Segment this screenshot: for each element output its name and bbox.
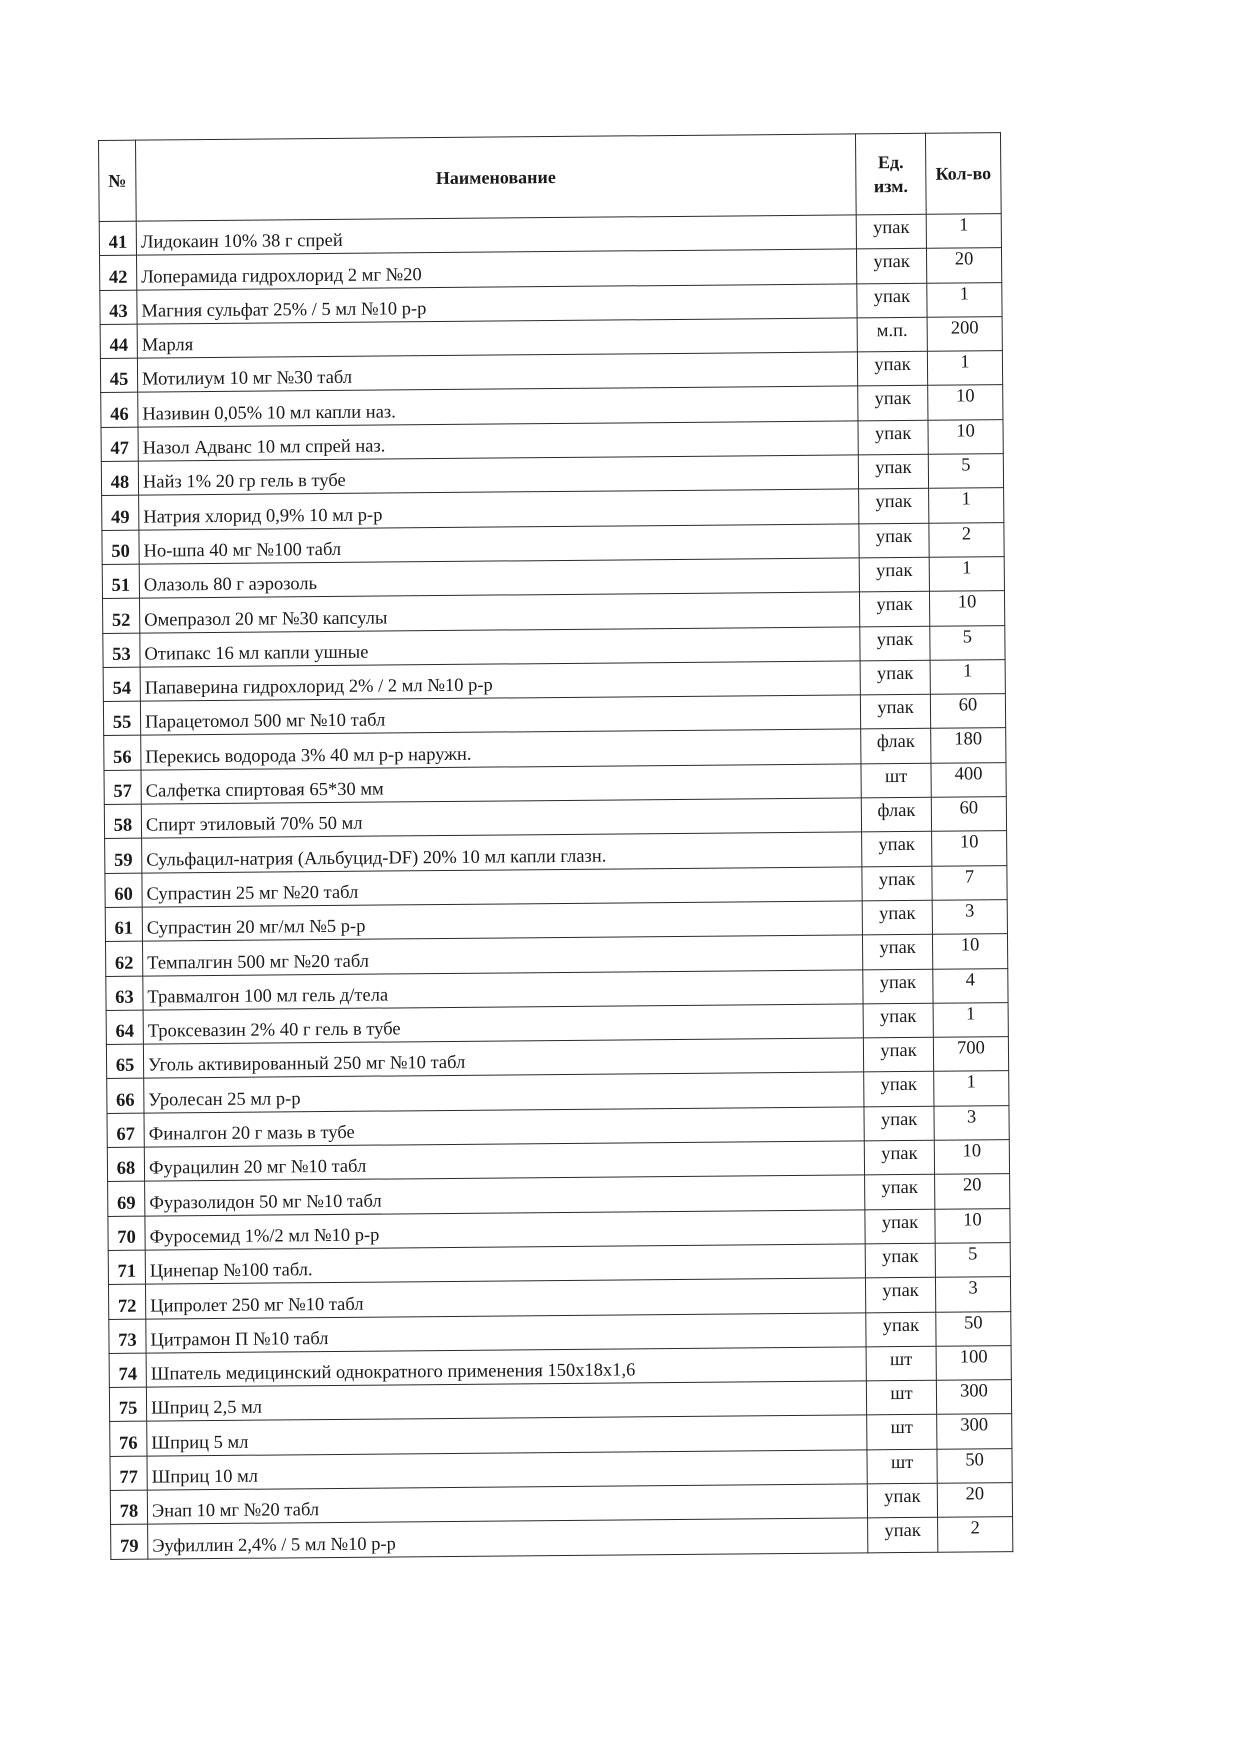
unit-of-measure: упак bbox=[865, 1209, 935, 1244]
unit-of-measure: м.п. bbox=[857, 317, 927, 352]
row-number: 62 bbox=[105, 941, 142, 976]
quantity: 1 bbox=[926, 214, 1001, 249]
item-name: Олазоль 80 г аэрозоль bbox=[139, 558, 859, 599]
medication-table bbox=[98, 132, 1013, 1559]
unit-of-measure: упак bbox=[865, 1175, 935, 1210]
quantity: 5 bbox=[930, 625, 1005, 660]
quantity: 5 bbox=[928, 454, 1003, 489]
unit-of-measure: упак bbox=[865, 1243, 935, 1278]
item-name: Темпалгин 500 мг №20 табл bbox=[142, 935, 862, 976]
row-number: 44 bbox=[100, 324, 137, 359]
item-name: Но-шпа 40 мг №100 табл bbox=[139, 524, 859, 565]
row-number: 68 bbox=[107, 1147, 144, 1182]
quantity: 10 bbox=[934, 1140, 1009, 1175]
item-name: Шприц 10 мл bbox=[147, 1450, 867, 1491]
unit-of-measure: упак bbox=[864, 1106, 934, 1141]
row-number: 79 bbox=[111, 1524, 148, 1559]
unit-of-measure: шт bbox=[867, 1449, 937, 1484]
row-number: 52 bbox=[103, 598, 140, 633]
row-number: 65 bbox=[106, 1044, 143, 1079]
unit-of-measure: упак bbox=[863, 969, 933, 1004]
row-number: 75 bbox=[109, 1387, 146, 1422]
row-number: 55 bbox=[103, 701, 140, 736]
item-name: Шприц 5 мл bbox=[147, 1415, 867, 1456]
item-name: Спирт этиловый 70% 50 мл bbox=[141, 798, 861, 839]
unit-of-measure: упак bbox=[858, 454, 928, 489]
quantity: 10 bbox=[932, 831, 1007, 866]
quantity: 3 bbox=[935, 1277, 1010, 1312]
unit-of-measure: упак bbox=[859, 523, 929, 558]
header-row bbox=[99, 133, 1002, 222]
row-number: 67 bbox=[107, 1113, 144, 1148]
table-row bbox=[111, 1517, 1013, 1559]
item-name: Натрия хлорид 0,9% 10 мл р-р bbox=[139, 489, 859, 530]
item-name: Магния сульфат 25% / 5 мл №10 р-р bbox=[137, 283, 857, 324]
quantity: 4 bbox=[933, 968, 1008, 1003]
row-number: 48 bbox=[101, 461, 138, 496]
row-number: 58 bbox=[104, 804, 141, 839]
row-number: 42 bbox=[100, 255, 137, 290]
item-name: Ципролет 250 мг №10 табл bbox=[145, 1278, 865, 1319]
item-name: Цитрамон П №10 табл bbox=[146, 1312, 866, 1353]
row-number: 76 bbox=[110, 1422, 147, 1457]
quantity: 10 bbox=[935, 1208, 1010, 1243]
quantity: 300 bbox=[937, 1414, 1012, 1449]
row-number: 43 bbox=[100, 290, 137, 325]
row-number: 46 bbox=[101, 393, 138, 428]
quantity: 180 bbox=[931, 728, 1006, 763]
unit-of-measure: упак bbox=[858, 386, 928, 421]
row-number: 50 bbox=[102, 530, 139, 565]
item-name: Найз 1% 20 гр гель в тубе bbox=[138, 455, 858, 496]
item-name: Цинепар №100 табл. bbox=[145, 1244, 865, 1285]
unit-of-measure: упак bbox=[862, 900, 932, 935]
item-name: Омепразол 20 мг №30 капсулы bbox=[140, 592, 860, 633]
quantity: 10 bbox=[928, 385, 1003, 420]
row-number: 54 bbox=[103, 667, 140, 702]
item-name: Називин 0,05% 10 мл капли наз. bbox=[138, 386, 858, 427]
row-number: 47 bbox=[101, 427, 138, 462]
unit-of-measure: упак bbox=[864, 1140, 934, 1175]
item-name: Парацетомол 500 мг №10 табл bbox=[140, 695, 860, 736]
quantity: 10 bbox=[929, 591, 1004, 626]
unit-of-measure: упак bbox=[866, 1312, 936, 1347]
quantity: 10 bbox=[932, 934, 1007, 969]
quantity: 3 bbox=[934, 1105, 1009, 1140]
unit-of-measure: упак bbox=[856, 214, 926, 249]
quantity: 20 bbox=[926, 248, 1001, 283]
row-number: 64 bbox=[106, 1010, 143, 1045]
header-name: Наименование bbox=[136, 134, 857, 221]
item-name: Мотилиум 10 мг №30 табл bbox=[137, 352, 857, 393]
row-number: 70 bbox=[108, 1216, 145, 1251]
quantity: 20 bbox=[937, 1483, 1012, 1518]
quantity: 5 bbox=[935, 1242, 1010, 1277]
quantity: 700 bbox=[933, 1037, 1008, 1072]
row-number: 78 bbox=[110, 1490, 147, 1525]
unit-of-measure: флак bbox=[861, 729, 931, 764]
unit-of-measure: упак bbox=[859, 557, 929, 592]
item-name: Супрастин 20 мг/мл №5 р-р bbox=[142, 901, 862, 942]
quantity: 2 bbox=[938, 1517, 1013, 1552]
quantity: 60 bbox=[930, 694, 1005, 729]
quantity: 50 bbox=[937, 1448, 1012, 1483]
row-number: 41 bbox=[99, 221, 136, 256]
quantity: 400 bbox=[931, 762, 1006, 797]
table-body bbox=[99, 214, 1013, 1559]
unit-of-measure: упак bbox=[864, 1072, 934, 1107]
quantity: 1 bbox=[934, 1071, 1009, 1106]
quantity: 1 bbox=[933, 1002, 1008, 1037]
item-name: Эуфиллин 2,4% / 5 мл №10 р-р bbox=[148, 1518, 868, 1559]
item-name: Троксевазин 2% 40 г гель в тубе bbox=[143, 1004, 863, 1045]
unit-of-measure: шт bbox=[867, 1415, 937, 1450]
unit-of-measure: упак bbox=[859, 592, 929, 627]
item-name: Травмалгон 100 мл гель д/тела bbox=[143, 969, 863, 1010]
unit-of-measure: упак bbox=[858, 420, 928, 455]
unit-of-measure: упак bbox=[860, 694, 930, 729]
item-name: Салфетка спиртовая 65*30 мм bbox=[141, 764, 861, 805]
item-name: Марля bbox=[137, 318, 857, 359]
item-name: Финалгон 20 г мазь в тубе bbox=[144, 1107, 864, 1148]
item-name: Лидокаин 10% 38 г спрей bbox=[136, 215, 856, 256]
header-number: № bbox=[99, 140, 137, 221]
quantity: 20 bbox=[935, 1174, 1010, 1209]
row-number: 60 bbox=[105, 873, 142, 908]
unit-of-measure: упак bbox=[862, 934, 932, 969]
quantity: 3 bbox=[932, 900, 1007, 935]
unit-of-measure: шт bbox=[861, 763, 931, 798]
item-name: Отипакс 16 мл капли ушные bbox=[140, 626, 860, 667]
item-name: Лоперамида гидрохлорид 2 мг №20 bbox=[137, 249, 857, 290]
row-number: 59 bbox=[105, 838, 142, 873]
quantity: 2 bbox=[929, 522, 1004, 557]
unit-of-measure: упак bbox=[860, 660, 930, 695]
unit-of-measure: упак bbox=[863, 1037, 933, 1072]
quantity: 1 bbox=[930, 659, 1005, 694]
header-unit-line1: Ед. bbox=[877, 151, 904, 172]
row-number: 74 bbox=[109, 1353, 146, 1388]
item-name: Фурацилин 20 мг №10 табл bbox=[144, 1141, 864, 1182]
item-name: Фуразолидон 50 мг №10 табл bbox=[145, 1175, 865, 1216]
row-number: 61 bbox=[105, 907, 142, 942]
item-name: Супрастин 25 мг №20 табл bbox=[142, 867, 862, 908]
unit-of-measure: упак bbox=[865, 1277, 935, 1312]
item-name: Папаверина гидрохлорид 2% / 2 мл №10 р-р bbox=[140, 661, 860, 702]
row-number: 71 bbox=[108, 1250, 145, 1285]
quantity: 1 bbox=[927, 351, 1002, 386]
unit-of-measure: шт bbox=[866, 1380, 936, 1415]
row-number: 73 bbox=[109, 1319, 146, 1354]
item-name: Энап 10 мг №20 табл bbox=[147, 1484, 867, 1525]
item-name: Фуросемид 1%/2 мл №10 р-р bbox=[145, 1209, 865, 1250]
row-number: 57 bbox=[104, 770, 141, 805]
quantity: 7 bbox=[932, 865, 1007, 900]
quantity: 300 bbox=[936, 1380, 1011, 1415]
row-number: 69 bbox=[108, 1181, 145, 1216]
row-number: 56 bbox=[104, 736, 141, 771]
row-number: 49 bbox=[102, 496, 139, 531]
item-name: Перекись водорода 3% 40 мл р-р наружн. bbox=[141, 729, 861, 770]
row-number: 51 bbox=[102, 564, 139, 599]
quantity: 10 bbox=[928, 419, 1003, 454]
item-name: Уролесан 25 мл р-р bbox=[144, 1072, 864, 1113]
row-number: 72 bbox=[108, 1284, 145, 1319]
unit-of-measure: флак bbox=[861, 797, 931, 832]
header-unit-line2: изм. bbox=[873, 175, 909, 197]
quantity: 100 bbox=[936, 1345, 1011, 1380]
quantity: 200 bbox=[927, 317, 1002, 352]
unit-of-measure: упак bbox=[867, 1483, 937, 1518]
item-name: Сульфацил-натрия (Альбуцид-DF) 20% 10 мл капли глазн. bbox=[142, 832, 862, 873]
table-header bbox=[99, 133, 1002, 222]
unit-of-measure: упак bbox=[856, 249, 926, 284]
quantity: 60 bbox=[931, 797, 1006, 832]
item-name: Шприц 2,5 мл bbox=[146, 1381, 866, 1422]
unit-of-measure: упак bbox=[857, 283, 927, 318]
unit-of-measure: упак bbox=[862, 866, 932, 901]
row-number: 53 bbox=[103, 633, 140, 668]
unit-of-measure: упак bbox=[863, 1003, 933, 1038]
unit-of-measure: упак bbox=[857, 351, 927, 386]
unit-of-measure: упак bbox=[868, 1518, 938, 1553]
header-quantity: Кол-во bbox=[925, 133, 1001, 215]
row-number: 77 bbox=[110, 1456, 147, 1491]
unit-of-measure: упак bbox=[862, 832, 932, 867]
row-number: 63 bbox=[106, 976, 143, 1011]
unit-of-measure: упак bbox=[859, 489, 929, 524]
item-name: Уголь активированный 250 мг №10 табл bbox=[143, 1038, 863, 1079]
quantity: 1 bbox=[929, 488, 1004, 523]
row-number: 66 bbox=[107, 1079, 144, 1114]
quantity: 1 bbox=[927, 282, 1002, 317]
row-number: 45 bbox=[100, 358, 137, 393]
item-name: Шпатель медицинский однократного применения 150х18х1,6 bbox=[146, 1347, 866, 1388]
unit-of-measure: упак bbox=[860, 626, 930, 661]
header-unit bbox=[855, 133, 926, 215]
unit-of-measure: шт bbox=[866, 1346, 936, 1381]
quantity: 50 bbox=[936, 1311, 1011, 1346]
quantity: 1 bbox=[929, 557, 1004, 592]
item-name: Назол Адванс 10 мл спрей наз. bbox=[138, 421, 858, 462]
